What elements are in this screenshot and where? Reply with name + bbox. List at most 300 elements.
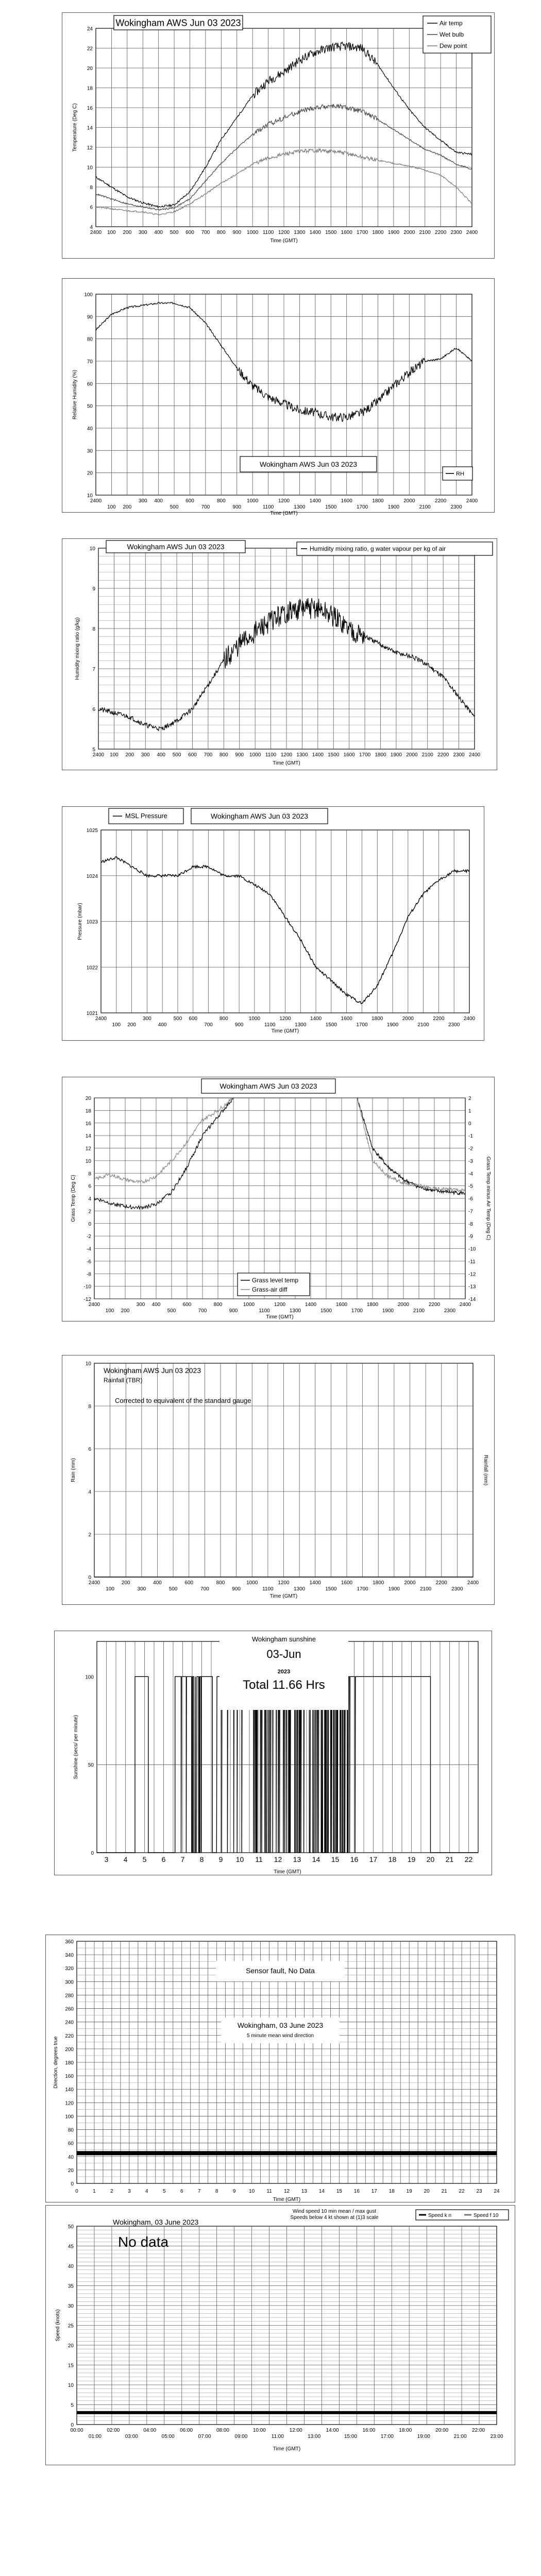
x-tick-label: 8 <box>215 2189 218 2194</box>
y-tick-label: 5 <box>92 747 95 753</box>
y-right-tick-label: 0 <box>468 1121 471 1127</box>
x-tick-label: 1200 <box>274 1302 286 1308</box>
y-tick-label: 0 <box>91 1851 94 1856</box>
x-tick-label: 2300 <box>448 1022 460 1028</box>
chart-year: 2023 <box>277 1669 291 1675</box>
x-axis-label: Time (GMT) <box>273 2446 301 2452</box>
x-tick-label: 2400 <box>466 498 478 504</box>
x-tick-label: 3 <box>128 2189 131 2194</box>
x-tick-label: 1000 <box>249 752 261 758</box>
x-tick-label: 22 <box>459 2189 465 2194</box>
x-tick-label: 1500 <box>320 1308 332 1314</box>
y-right-tick-label: -11 <box>468 1259 476 1265</box>
x-tick-label: 11 <box>266 2189 272 2194</box>
chart-subtitle: Rainfall (TBR) <box>104 1377 143 1384</box>
x-tick-label: 1400 <box>309 498 321 504</box>
y-tick-label: 6 <box>88 1447 91 1452</box>
x-tick-label: 200 <box>121 1308 130 1314</box>
x-tick-label: 2400 <box>90 498 102 504</box>
y-tick-label: -2 <box>87 1234 91 1240</box>
x-tick-label: 1700 <box>357 1586 368 1592</box>
y-tick-label: 18 <box>87 86 93 92</box>
x-tick-label: 400 <box>157 752 166 758</box>
x-tick-label: 500 <box>173 1016 182 1022</box>
humidity-chart-svg <box>62 279 495 516</box>
x-tick-label: 13 <box>301 2189 308 2194</box>
legend-label: Humidity mixing ratio, g water vapour per kg of air <box>310 545 446 552</box>
legend-text-1: Wind speed 10 min mean / max gust <box>292 2209 377 2214</box>
x-tick-label: 21 <box>441 2189 447 2194</box>
y-tick-label: 30 <box>87 448 93 454</box>
x-tick-label: 18 <box>388 2189 395 2194</box>
y-tick-label: 20 <box>67 2343 74 2349</box>
x-tick-label: 2400 <box>88 1580 100 1586</box>
x-tick-label: 1900 <box>387 230 400 235</box>
y-tick-label: 2 <box>88 1209 91 1215</box>
x-tick-label: 2100 <box>413 1308 425 1314</box>
mixing-ratio-chart-svg <box>62 539 498 771</box>
x-tick-label: 1400 <box>310 1016 322 1022</box>
x-tick-label: 600 <box>188 752 197 758</box>
chart-title: Wokingham AWS Jun 03 2023 <box>210 812 309 821</box>
y-tick-label: 6 <box>88 1183 91 1190</box>
x-tick-label: 900 <box>232 230 242 235</box>
sunshine-chart-svg <box>55 1631 493 1876</box>
x-tick-label: 02:00 <box>107 2428 120 2433</box>
chart-title: Wokingham sunshine <box>251 1635 316 1643</box>
x-tick-label: 600 <box>184 1580 194 1586</box>
y-tick-label: 280 <box>65 1993 74 1999</box>
x-tick-label: 1800 <box>371 1016 383 1022</box>
x-tick-label: 300 <box>138 498 147 504</box>
x-tick-label: 1400 <box>312 752 324 758</box>
y-tick-label: 10 <box>85 1158 91 1164</box>
x-tick-label: 12:00 <box>289 2428 302 2433</box>
y-tick-label: 140 <box>65 2087 74 2093</box>
x-tick-label: 2000 <box>404 1580 416 1586</box>
humidity-chart <box>62 278 495 516</box>
legend-label: Air temp <box>439 20 463 27</box>
y-tick-label: 12 <box>85 1146 91 1152</box>
x-tick-label: 1600 <box>341 230 352 235</box>
y-tick-label: 1021 <box>86 1011 98 1016</box>
y-tick-label: 30 <box>67 2303 74 2309</box>
x-tick-label: 1800 <box>373 1580 384 1586</box>
x-tick-label: 7 <box>180 1855 185 1863</box>
x-tick-label: 2400 <box>468 752 481 758</box>
y-tick-label: 10 <box>87 165 93 171</box>
x-tick-label: 300 <box>143 1016 151 1022</box>
x-tick-label: 2000 <box>397 1302 410 1308</box>
chart-title: Wokingham AWS Jun 03 2023 <box>219 1082 317 1091</box>
wind-direction-chart-svg <box>46 1935 516 2203</box>
x-tick-label: 200 <box>121 1580 130 1586</box>
y-right-tick-label: -6 <box>468 1196 473 1202</box>
wind-speed-chart-svg <box>46 2206 516 2466</box>
x-tick-label: 1900 <box>387 504 400 510</box>
x-tick-label: 200 <box>127 1022 136 1028</box>
x-tick-label: 1700 <box>359 752 371 758</box>
x-tick-label: 1100 <box>262 504 274 510</box>
y-tick-label: 60 <box>87 381 93 387</box>
x-tick-label: 2 <box>110 2189 113 2194</box>
x-tick-label: 1600 <box>335 1302 348 1308</box>
x-tick-label: 100 <box>107 504 116 510</box>
x-tick-label: 15 <box>331 1855 340 1863</box>
x-tick-label: 17:00 <box>380 2434 394 2439</box>
x-tick-label: 1700 <box>356 1022 368 1028</box>
y-tick-label: -10 <box>83 1284 91 1290</box>
chart-total: Total 11.66 Hrs <box>243 1678 325 1692</box>
y-tick-label: 20 <box>87 66 93 72</box>
y-tick-label: 180 <box>65 2060 74 2066</box>
x-tick-label: 2400 <box>459 1302 471 1308</box>
x-tick-label: 900 <box>235 752 244 758</box>
y-tick-label: 160 <box>65 2074 74 2080</box>
x-tick-label: 1700 <box>351 1308 363 1314</box>
x-tick-label: 1800 <box>375 752 386 758</box>
x-tick-label: 600 <box>185 230 194 235</box>
x-tick-label: 11:00 <box>271 2434 284 2439</box>
y-tick-label: 45 <box>67 2244 74 2250</box>
x-tick-label: 24 <box>494 2189 500 2194</box>
y-axis-right-label: Grass Temp minus Air Temp (Deg C) <box>485 1156 491 1241</box>
chart-title: Wokingham AWS Jun 03 2023 <box>259 460 358 469</box>
x-tick-label: 06:00 <box>180 2428 193 2433</box>
y-right-tick-label: -12 <box>468 1272 476 1278</box>
chart-title: Wokingham, 03 June 2023 <box>113 2218 199 2226</box>
x-tick-label: 2000 <box>403 230 415 235</box>
y-tick-label: 4 <box>90 225 93 230</box>
y-tick-label: 9 <box>92 586 95 592</box>
y-right-tick-label: 2 <box>468 1096 471 1101</box>
x-tick-label: 3 <box>104 1855 109 1863</box>
x-tick-label: 2400 <box>463 1016 476 1022</box>
y-right-tick-label: -7 <box>468 1209 473 1215</box>
legend-label: MSL Pressure <box>125 812 167 820</box>
x-tick-label: 22 <box>464 1855 473 1863</box>
x-tick-label: 18:00 <box>399 2428 412 2433</box>
x-tick-label: 16 <box>353 2189 360 2194</box>
y-tick-label: 14 <box>87 125 93 131</box>
x-tick-label: 2300 <box>450 230 462 235</box>
rainfall-chart <box>62 1355 495 1605</box>
y-tick-label: 2 <box>88 1532 91 1538</box>
x-tick-label: 400 <box>154 498 163 504</box>
y-tick-label: 5 <box>71 2402 74 2409</box>
x-tick-label: 2300 <box>451 1586 463 1592</box>
x-tick-label: 10:00 <box>252 2428 266 2433</box>
x-tick-label: 100 <box>106 1586 114 1592</box>
y-tick-label: 6 <box>90 205 93 211</box>
x-tick-label: 1200 <box>278 1580 290 1586</box>
x-tick-label: 1500 <box>325 504 337 510</box>
x-tick-label: 700 <box>200 1586 209 1592</box>
x-tick-label: 1100 <box>265 752 277 758</box>
x-tick-label: 2300 <box>444 1308 456 1314</box>
x-axis-label: Time (GMT) <box>271 1028 299 1034</box>
x-tick-label: 1200 <box>278 498 290 504</box>
pressure-chart <box>62 806 484 1041</box>
mixing-ratio-chart <box>62 538 497 770</box>
x-tick-label: 14 <box>318 2189 325 2194</box>
x-tick-label: 2000 <box>406 752 418 758</box>
y-tick-label: 200 <box>65 2046 74 2053</box>
x-tick-label: 4 <box>145 2189 148 2194</box>
x-tick-label: 1200 <box>279 1016 291 1022</box>
x-tick-label: 1900 <box>390 752 402 758</box>
x-tick-label: 400 <box>158 1022 167 1028</box>
pressure-chart-svg <box>62 807 485 1041</box>
x-tick-label: 800 <box>216 1580 225 1586</box>
chart-subtitle: 03-Jun <box>266 1648 301 1660</box>
legend-label: Grass level temp <box>252 1277 299 1284</box>
x-tick-label: 2000 <box>403 498 415 504</box>
x-tick-label: 1600 <box>341 1016 352 1022</box>
x-tick-label: 700 <box>198 1308 207 1314</box>
y-right-tick-label: -4 <box>468 1171 473 1177</box>
y-tick-label: 7 <box>92 667 95 672</box>
grass-temp-chart-svg <box>62 1077 495 1322</box>
y-right-tick-label: -9 <box>468 1234 473 1240</box>
y-tick-label: 10 <box>85 1361 91 1367</box>
x-tick-label: 100 <box>107 230 116 235</box>
y-tick-label: 90 <box>87 314 93 320</box>
y-tick-label: -12 <box>83 1297 91 1302</box>
legend-text-2: Speeds below 4 kt shown at (1)3 scale <box>290 2215 379 2221</box>
x-tick-label: 1500 <box>325 1022 337 1028</box>
y-tick-label: 70 <box>87 359 93 365</box>
x-tick-label: 8 <box>199 1855 204 1863</box>
x-tick-label: 500 <box>167 1308 176 1314</box>
y-tick-label: 10 <box>67 2383 74 2388</box>
chart-annotation: No data <box>118 2234 169 2250</box>
x-tick-label: 2300 <box>450 504 462 510</box>
x-tick-label: 1600 <box>343 752 355 758</box>
y-tick-label: 50 <box>67 2224 74 2230</box>
y-tick-label: -6 <box>87 1259 91 1265</box>
x-tick-label: 400 <box>153 1580 162 1586</box>
x-tick-label: 900 <box>232 1586 241 1592</box>
x-tick-label: 800 <box>213 1302 223 1308</box>
x-tick-label: 1400 <box>309 1580 321 1586</box>
y-tick-label: 1025 <box>86 828 98 834</box>
x-tick-label: 1000 <box>247 230 259 235</box>
x-tick-label: 10 <box>249 2189 255 2194</box>
x-tick-label: 100 <box>105 1308 114 1314</box>
sunshine-chart <box>54 1631 492 1875</box>
legend-label: Grass-air diff <box>252 1286 288 1293</box>
x-tick-label: 1300 <box>294 504 306 510</box>
y-tick-label: 20 <box>87 470 93 477</box>
temperature-chart <box>62 12 495 259</box>
temperature-chart-svg <box>62 13 495 259</box>
x-tick-label: 2200 <box>437 752 449 758</box>
legend-label: RH <box>456 471 464 477</box>
y-tick-label: 60 <box>67 2141 74 2147</box>
x-tick-label: 1800 <box>372 498 384 504</box>
x-axis-label: Time (GMT) <box>266 1314 294 1320</box>
x-tick-label: 900 <box>234 1022 244 1028</box>
y-tick-label: 10 <box>89 546 95 552</box>
y-right-tick-label: 1 <box>468 1108 471 1114</box>
x-tick-label: 2100 <box>420 1586 432 1592</box>
x-tick-label: 1100 <box>264 1022 276 1028</box>
y-tick-label: 18 <box>85 1108 91 1114</box>
x-tick-label: 22:00 <box>472 2428 485 2433</box>
y-tick-label: 0 <box>71 2422 74 2428</box>
x-tick-label: 800 <box>216 230 226 235</box>
x-tick-label: 600 <box>182 1302 192 1308</box>
x-tick-label: 700 <box>204 1022 213 1028</box>
x-tick-label: 1000 <box>247 498 259 504</box>
y-tick-label: 10 <box>87 493 93 499</box>
x-tick-label: 600 <box>189 1016 198 1022</box>
y-tick-label: 80 <box>87 336 93 343</box>
y-tick-label: 1022 <box>86 965 98 971</box>
legend-label: Wet bulb <box>439 31 464 38</box>
x-tick-label: 300 <box>138 230 147 235</box>
y-right-tick-label: -14 <box>468 1297 476 1302</box>
y-tick-label: 4 <box>88 1196 91 1202</box>
x-tick-label: 04:00 <box>143 2428 157 2433</box>
x-tick-label: 600 <box>185 498 194 504</box>
y-tick-label: 6 <box>92 707 95 713</box>
x-tick-label: 400 <box>151 1302 161 1308</box>
y-tick-label: 8 <box>92 626 95 632</box>
y-right-tick-label: -10 <box>468 1246 476 1252</box>
x-tick-label: 1700 <box>356 230 368 235</box>
x-tick-label: 2200 <box>435 230 447 235</box>
x-tick-label: 12 <box>274 1855 282 1863</box>
x-tick-label: 2300 <box>453 752 465 758</box>
x-tick-label: 1300 <box>296 752 308 758</box>
rainfall-chart-svg <box>62 1355 495 1605</box>
y-tick-label: 20 <box>67 2167 74 2174</box>
x-tick-label: 6 <box>180 2189 183 2194</box>
x-tick-label: 21 <box>445 1855 454 1863</box>
x-tick-label: 09:00 <box>234 2434 248 2439</box>
x-tick-label: 08:00 <box>216 2428 229 2433</box>
x-tick-label: 10 <box>235 1855 244 1863</box>
x-tick-label: 03:00 <box>125 2434 138 2439</box>
y-tick-label: 50 <box>87 403 93 410</box>
y-tick-label: 100 <box>85 1674 94 1681</box>
x-tick-label: 2400 <box>92 752 105 758</box>
x-tick-label: 500 <box>168 1586 178 1592</box>
x-tick-label: 1500 <box>328 752 340 758</box>
x-tick-label: 1900 <box>388 1586 400 1592</box>
x-tick-label: 900 <box>229 1308 238 1314</box>
x-axis-label: Time (GMT) <box>269 1594 298 1599</box>
x-tick-label: 1000 <box>248 1016 261 1022</box>
x-tick-label: 1900 <box>386 1022 399 1028</box>
y-right-tick-label: -1 <box>468 1133 473 1140</box>
x-tick-label: 11 <box>255 1855 263 1863</box>
y-tick-label: 8 <box>88 1404 91 1410</box>
y-axis-label: Grass Temp (Deg C) <box>71 1175 76 1222</box>
x-tick-label: 1500 <box>325 1586 337 1592</box>
y-axis-right-label: Rainfall (mm) <box>483 1454 488 1486</box>
x-axis-label: Time (GMT) <box>270 511 298 516</box>
x-tick-label: 1000 <box>243 1302 255 1308</box>
x-tick-label: 21:00 <box>453 2434 467 2439</box>
x-tick-label: 2200 <box>428 1302 441 1308</box>
x-tick-label: 16 <box>350 1855 359 1863</box>
y-tick-label: 0 <box>88 1221 91 1227</box>
chart-title: Wokingham AWS Jun 03 2023 <box>115 18 241 28</box>
x-tick-label: 13 <box>293 1855 301 1863</box>
y-tick-label: 40 <box>87 426 93 432</box>
legend-label: Speed k n <box>428 2213 452 2218</box>
x-tick-label: 200 <box>123 230 132 235</box>
y-tick-label: 100 <box>84 292 93 298</box>
x-tick-label: 1000 <box>246 1580 258 1586</box>
y-tick-label: 340 <box>65 1953 74 1959</box>
x-tick-label: 14 <box>312 1855 320 1863</box>
x-tick-label: 1300 <box>289 1308 301 1314</box>
y-tick-label: 16 <box>87 106 93 111</box>
x-tick-label: 1800 <box>372 230 384 235</box>
x-axis-label: Time (GMT) <box>274 1869 301 1875</box>
x-tick-label: 07:00 <box>198 2434 211 2439</box>
x-tick-label: 4 <box>123 1855 128 1863</box>
x-tick-label: 20 <box>426 1855 435 1863</box>
x-tick-label: 100 <box>110 752 119 758</box>
x-tick-label: 15 <box>336 2189 342 2194</box>
y-right-tick-label: -2 <box>468 1146 473 1152</box>
y-tick-label: 260 <box>65 2006 74 2012</box>
x-tick-label: 2100 <box>421 752 433 758</box>
x-tick-label: 1500 <box>325 230 337 235</box>
chart-title: Wokingham, 03 June 2023 <box>237 2021 324 2029</box>
y-tick-label: 12 <box>87 145 93 151</box>
y-tick-label: 50 <box>88 1762 94 1769</box>
x-tick-label: 20 <box>424 2189 430 2194</box>
x-tick-label: 19:00 <box>417 2434 430 2439</box>
y-tick-label: 4 <box>88 1489 91 1495</box>
y-tick-label: 24 <box>87 26 93 32</box>
x-tick-label: 9 <box>232 2189 236 2194</box>
y-axis-label: Speed (knots) <box>55 2309 61 2342</box>
x-tick-label: 00:00 <box>70 2428 83 2433</box>
x-tick-label: 2000 <box>402 1016 414 1022</box>
wind-direction-chart <box>45 1935 515 2202</box>
y-right-tick-label: -5 <box>468 1183 473 1190</box>
legend-label: Speed f 10 <box>474 2213 499 2218</box>
x-tick-label: 300 <box>136 1302 145 1308</box>
x-tick-label: 1300 <box>295 1022 307 1028</box>
y-axis-label: Pressure (mbar) <box>77 903 83 940</box>
y-tick-label: 8 <box>90 185 93 191</box>
x-tick-label: 23 <box>476 2189 482 2194</box>
x-tick-label: 2200 <box>433 1016 445 1022</box>
x-tick-label: 1800 <box>366 1302 379 1308</box>
x-tick-label: 6 <box>161 1855 166 1863</box>
x-tick-label: 500 <box>170 504 179 510</box>
x-tick-label: 1300 <box>294 1586 306 1592</box>
x-tick-label: 1100 <box>262 230 274 235</box>
x-tick-label: 14:00 <box>326 2428 339 2433</box>
x-tick-label: 700 <box>201 504 210 510</box>
y-tick-label: 360 <box>65 1939 74 1945</box>
x-tick-label: 1100 <box>262 1586 274 1592</box>
x-axis-label: Time (GMT) <box>273 2197 301 2202</box>
x-tick-label: 7 <box>197 2189 201 2194</box>
x-tick-label: 500 <box>172 752 181 758</box>
y-tick-label: 1024 <box>86 873 98 879</box>
y-tick-label: 15 <box>67 2363 74 2369</box>
